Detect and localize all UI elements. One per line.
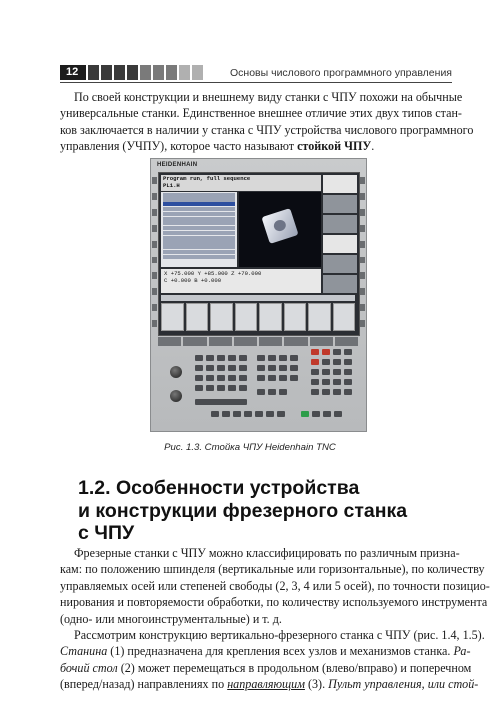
classification-paragraph (60, 545, 490, 627)
workpiece-icon (261, 208, 298, 244)
text-line: По своей конструкции и внешнему виду станки с ЧПУ похожи на обычные (74, 90, 463, 104)
term-italic: Ра- (453, 644, 471, 659)
screen-side-softkeys (323, 175, 357, 293)
bold-term: стойкой ЧПУ (297, 139, 372, 154)
cnc-panel-figure (150, 158, 367, 432)
text-line: универсальные станки. Единственное внешнее отличие этих двух типов стан- (60, 106, 462, 121)
workpiece-graphic (239, 192, 321, 267)
text-line: кам: по положению шпинделя (вертикальные или горизонтальные), по количеству (60, 562, 485, 577)
brand-logo: HEIDENHAIN (157, 162, 198, 168)
text-line: ков заключается в наличии у станка с ЧПУ устройства числового программного (60, 122, 474, 137)
screen-title: Program run, full sequence (163, 175, 251, 182)
spindle-override-knob (170, 390, 182, 402)
header-rule (60, 82, 452, 83)
heading-line: 1.2. Особенности устройства (78, 477, 360, 499)
text-fragment: управления (УЧПУ), которое часто называют (60, 139, 298, 154)
term-italic: Пульт управления, или стой- (328, 677, 479, 692)
text-line: управляемых осей или степеней свободы (2, 3, 4 или 5 осей), по точности позицио- (60, 578, 490, 593)
page-header (60, 65, 452, 81)
text-line (60, 138, 452, 154)
left-side-keys (152, 177, 157, 327)
text-line (60, 643, 471, 659)
running-title: Основы числового программного управления (230, 67, 452, 79)
softkey-row (158, 337, 358, 346)
text-fragment: . (371, 139, 375, 154)
text-line (60, 660, 472, 676)
screen-file: PL1.H (163, 181, 180, 189)
heading-line: с ЧПУ (78, 522, 135, 544)
section-heading (78, 477, 458, 545)
text-line: (одно- или многоинструментальные) и т. д. (60, 611, 282, 626)
heading-line: и конструкции фрезерного станка (78, 499, 408, 522)
page-number: 12 (60, 65, 86, 80)
screen-softkeys (161, 303, 355, 331)
position-line: X +75.000 Y +85.000 Z +70.000 (164, 270, 262, 277)
term-italic: направляющим (227, 677, 305, 692)
screen-title-bar (161, 175, 321, 191)
text-fragment: (2) может перемещаться в продольном (влево/вправо) и поперечном (117, 660, 472, 675)
text-fragment: (вперед/назад) направлениях по (60, 677, 228, 692)
position-display (161, 269, 321, 293)
text-line: Рассмотрим конструкцию вертикально-фрезерного станка с ЧПУ (рис. 1.4, 1.5). (74, 628, 485, 642)
intro-paragraph (60, 89, 474, 155)
term-italic: бочий стол (60, 660, 118, 675)
status-bar (161, 295, 355, 301)
right-side-keys (360, 177, 365, 327)
construction-paragraph (60, 627, 485, 693)
term-italic: Станина (60, 644, 108, 659)
position-line: C +0.000 B +0.000 (164, 277, 222, 284)
feed-override-knob (170, 366, 182, 378)
text-fragment: (1) предназначена для крепления всех узлов и механизмов станка. (107, 644, 454, 659)
text-line (60, 676, 479, 692)
text-fragment: (3). (304, 677, 329, 692)
figure-caption: Рис. 1.3. Стойка ЧПУ Heidenhain TNC (164, 442, 336, 453)
text-line: нирования и повторяемости обработки, по количеству используемого инструмента (60, 595, 488, 610)
program-listing (161, 192, 237, 267)
cnc-screen (158, 172, 360, 336)
header-decoration (88, 65, 203, 80)
text-line: Фрезерные станки с ЧПУ можно классифицировать по различным призна- (74, 546, 460, 560)
